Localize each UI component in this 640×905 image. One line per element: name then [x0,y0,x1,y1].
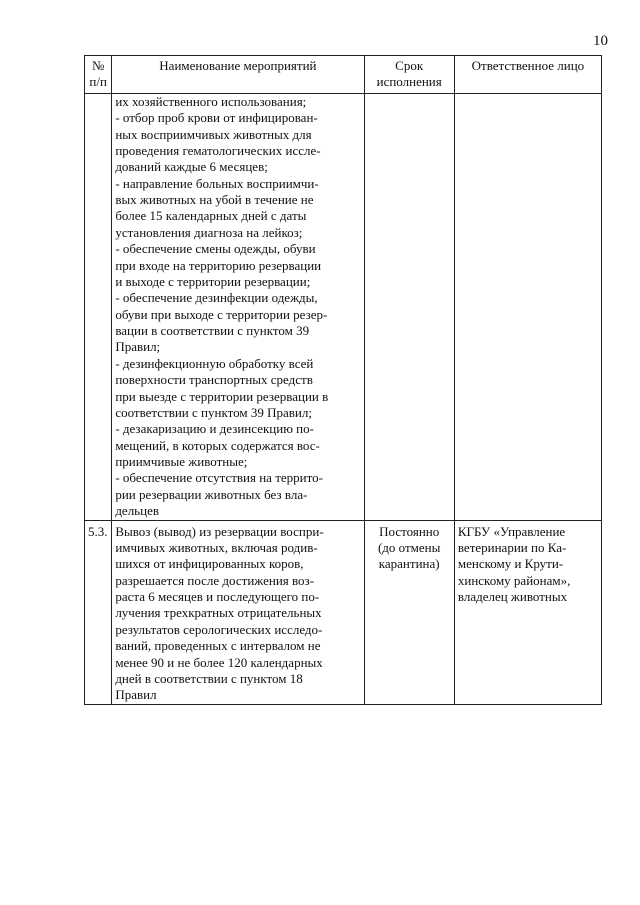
text-line: дований каждые 6 месяцев; [115,159,268,175]
text-line: дельцев [115,503,159,519]
text-line: - обеспечение смены одежды, обуви [115,241,316,257]
text-line: менскому и Крути- [457,556,564,572]
text-line: поверхности транспортных средств [115,372,313,388]
text-line: Правил; [115,339,161,355]
text-line: их хозяйственного использования; [115,93,307,109]
table-row [85,520,602,704]
text-line: шихся от инфицированных коров, [115,556,304,572]
text-line: - дезакаризацию и дезинсекцию по- [115,421,314,437]
measure-text-cell [112,520,364,704]
text-line: вации в соответствии с пунктом 39 [115,323,310,338]
row-number-cell: 5.3. [85,520,112,704]
text-line: хинскому районам», [457,572,571,588]
row-number-cell [85,93,112,520]
text-line: - обеспечение отсутствия на террито- [115,470,323,486]
text-line: КГБУ «Управление [457,523,566,539]
text-line: при выезде с территории резервации в [115,388,329,404]
text-line: результатов серологических исследо- [115,621,323,637]
term-cell [364,520,454,704]
header-num: № п/п [85,56,112,94]
responsible-cell [454,93,601,520]
text-line: приимчивые животные; [115,454,248,469]
text-line: (до отмены [377,539,441,555]
text-line: раста 6 месяцев и последующего по- [115,589,320,604]
text-line: и выходе с территории резервации; [115,273,311,289]
text-line: Постоянно [379,523,440,539]
text-line: карантина) [378,556,440,572]
measures-table [84,55,602,705]
text-line: обуви при выходе с территории резер- [115,306,328,322]
text-line: мещений, в которых содержатся вос- [115,437,320,453]
text-line: имчивых животных, включая родив- [115,539,318,555]
table-header-row [85,56,602,94]
text-line: ваний, проведенных с интервалом не [115,638,321,654]
text-line: ветеринарии по Ка- [457,539,567,555]
text-line: - отбор проб крови от инфицирован- [115,110,318,126]
text-line: владелец животных [457,589,568,604]
header-responsible: Ответственное лицо [454,56,601,94]
page-number: 10 [593,33,608,49]
header-term: Срок исполнения [364,56,454,94]
text-line: Правил [115,687,157,703]
text-line: менее 90 и не более 120 календарных [115,654,323,670]
text-line: при входе на территорию резервации [115,257,322,273]
responsible-cell [454,520,601,704]
text-line: - направление больных восприимчи- [115,175,319,191]
text-line: более 15 календарных дней с даты [115,208,307,224]
text-line: лучения трехкратных отрицательных [115,605,322,621]
text-line: Вывоз (вывод) из резервации воспри- [115,523,324,539]
text-line: разрешается после достижения воз- [115,572,315,588]
measure-text-cell [112,93,364,520]
text-line: соответствии с пунктом 39 Правил; [115,404,312,420]
text-line: вых животных на убой в течение не [115,192,314,207]
text-line: - дезинфекционную обработку всей [115,355,314,371]
text-line: - обеспечение дезинфекции одежды, [115,290,318,306]
text-line: рии резервации животных без вла- [115,486,308,502]
table-row [85,93,602,520]
text-line: ных восприимчивых животных для [115,126,312,142]
text-line: установления диагноза на лейкоз; [115,224,303,240]
text-line: проведения гематологических иссле- [115,142,321,158]
text-line: дней в соответствии с пунктом 18 [115,670,303,686]
term-cell [364,93,454,520]
header-name: Наименование мероприятий [112,56,364,94]
